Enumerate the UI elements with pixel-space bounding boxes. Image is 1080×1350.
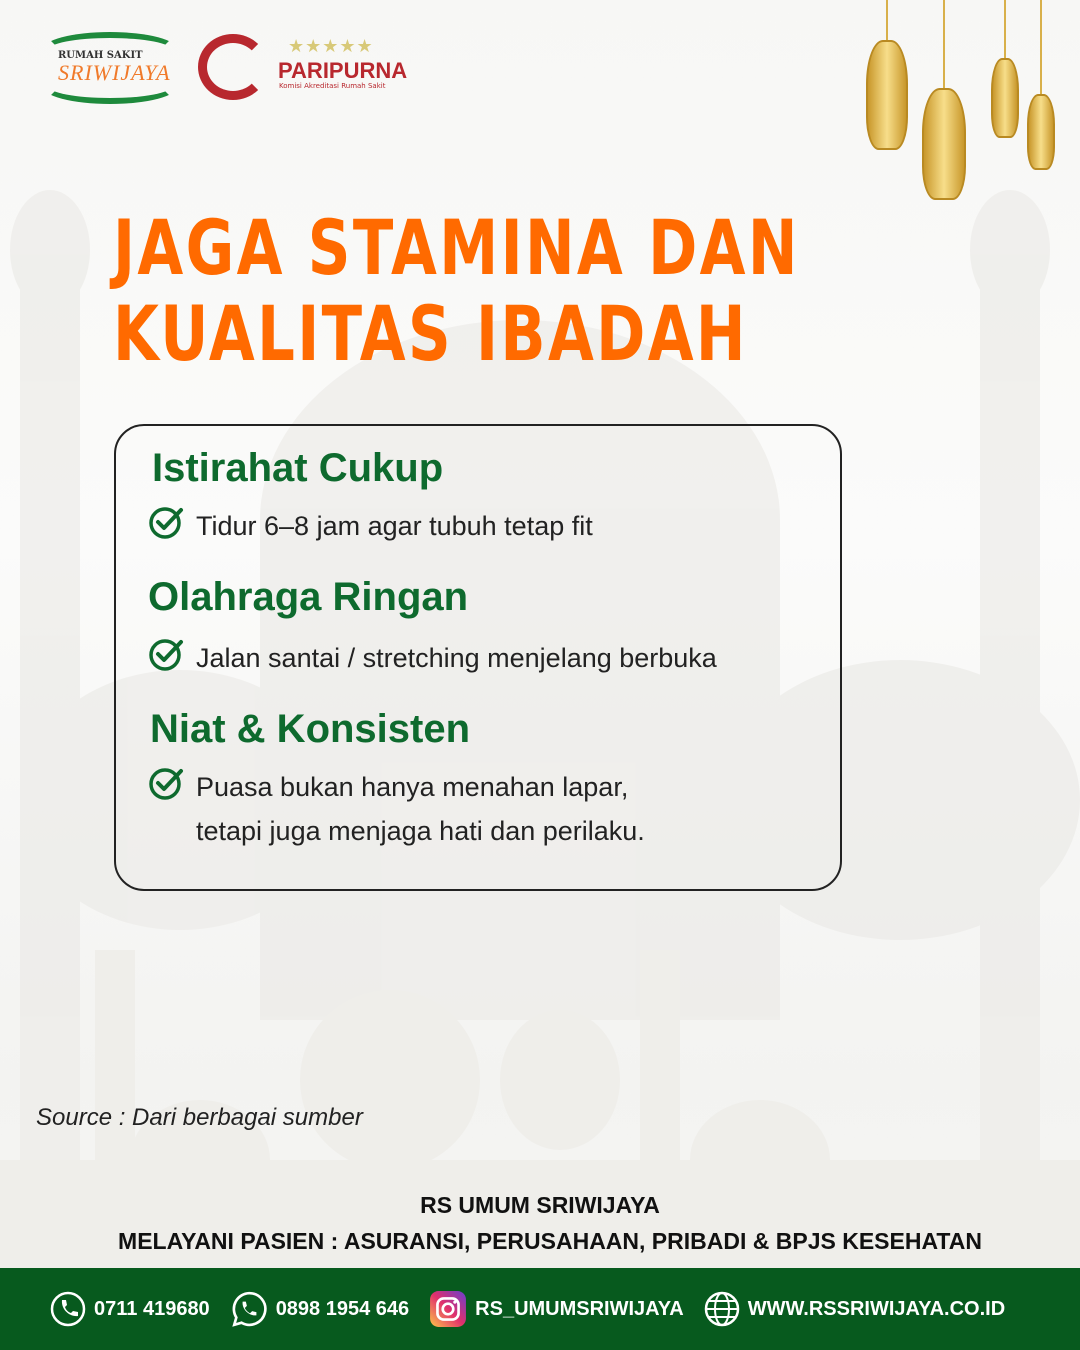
contact-whatsapp[interactable]: 0898 1954 646 (230, 1290, 409, 1328)
check-circle-icon (148, 765, 184, 801)
contact-phone[interactable]: 0711 419680 (50, 1291, 210, 1327)
services-text: MELAYANI PASIEN : ASURANSI, PERUSAHAAN, PRIBADI & BPJS KESEHATAN (118, 1228, 982, 1254)
contact-website[interactable]: WWW.RSSRIWIJAYA.CO.ID (704, 1291, 1005, 1327)
contact-bar (0, 1268, 1080, 1350)
instagram-icon (429, 1290, 467, 1328)
globe-icon (704, 1291, 740, 1327)
phone-icon (50, 1291, 86, 1327)
sriwijaya-logo: RUMAH SAKIT SRIWIJAYA (42, 32, 178, 104)
hospital-name: RS UMUM SRIWIJAYA (420, 1192, 660, 1218)
contact-instagram[interactable]: RS_UMUMSRIWIJAYA (429, 1290, 684, 1328)
section-heading: Istirahat Cukup (152, 446, 444, 490)
section-heading: Olahraga Ringan (148, 575, 469, 619)
check-circle-icon (148, 504, 184, 540)
list-item: Jalan santai / stretching menjelang berbuka (148, 636, 717, 680)
list-item: Puasa bukan hanya menahan lapar, tetapi juga menjaga hati dan perilaku. (148, 765, 645, 853)
check-circle-icon (148, 636, 184, 672)
stars-icon: ★★★★★ (288, 36, 374, 57)
list-item: Tidur 6–8 jam agar tubuh tetap fit (148, 504, 593, 548)
section-heading: Niat & Konsisten (150, 707, 471, 751)
page-title: JAGA STAMINA DAN KUALITAS IBADAH (113, 203, 800, 378)
whatsapp-icon (230, 1290, 268, 1328)
source-note: Source : Dari berbagai sumber (36, 1104, 363, 1131)
